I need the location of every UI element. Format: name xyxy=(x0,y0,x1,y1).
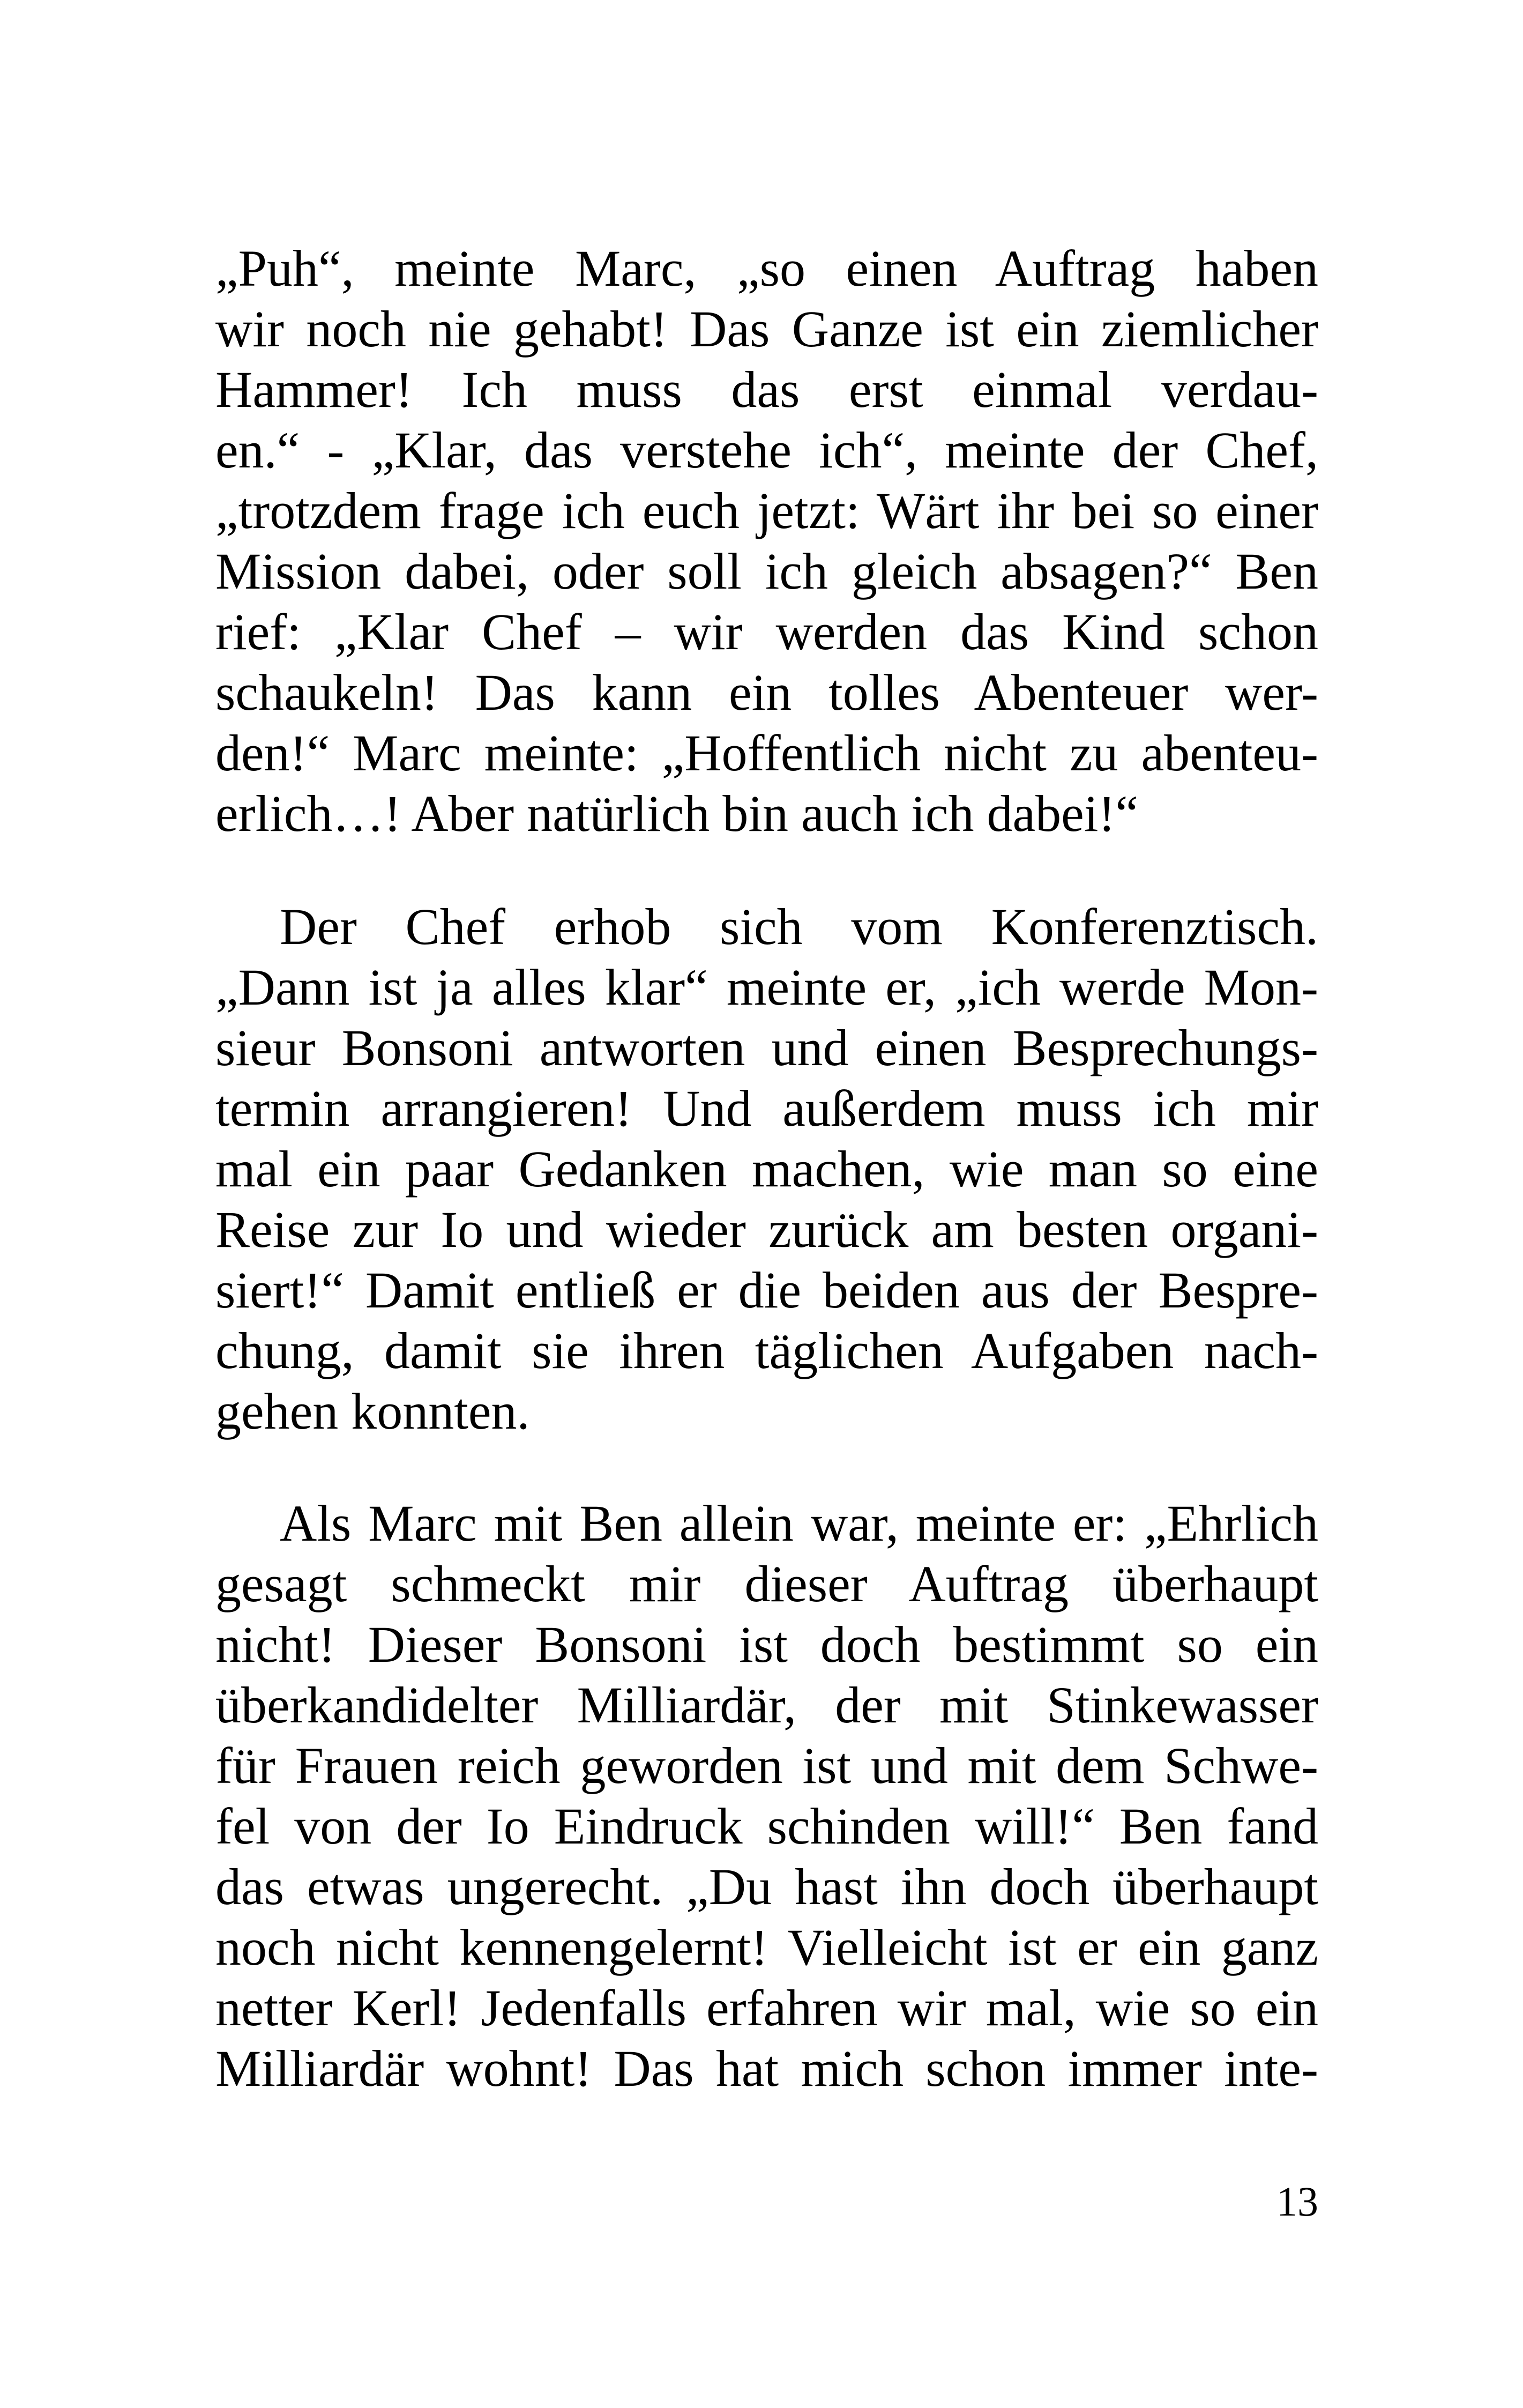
text-line: Der Chef erhob sich vom Konferenztisch. xyxy=(280,898,1318,955)
text-line: „Puh“, meinte Marc, „so einen Auftrag haben xyxy=(215,240,1318,297)
text-line: überkandidelter Milliardär, der mit Stinkewasser xyxy=(215,1676,1318,1734)
text-line: netter Kerl! Jedenfalls erfahren wir mal, wie so ein xyxy=(215,1979,1318,2037)
text-line: Mission dabei, oder soll ich gleich absagen?“ Ben xyxy=(215,542,1318,600)
text-line: chung, damit sie ihren täglichen Aufgaben nach- xyxy=(215,1322,1318,1379)
text-line: nicht! Dieser Bonsoni ist doch bestimmt so ein xyxy=(215,1616,1318,1673)
text-line: gesagt schmeckt mir dieser Auftrag überhaupt xyxy=(215,1555,1318,1612)
text-line: Milliardär wohnt! Das hat mich schon immer inte- xyxy=(215,2040,1318,2097)
text-line: Reise zur Io und wieder zurück am besten organi- xyxy=(215,1201,1318,1258)
text-line: sieur Bonsoni antworten und einen Besprechungs- xyxy=(215,1019,1318,1076)
text-line: wir noch nie gehabt! Das Ganze ist ein ziemlicher xyxy=(215,300,1318,358)
text-line: das etwas ungerecht. „Du hast ihn doch überhaupt xyxy=(215,1858,1318,1915)
text-line: siert!“ Damit entließ er die beiden aus der Bespre- xyxy=(215,1261,1318,1319)
text-line: noch nicht kennengelernt! Vielleicht ist er ein ganz xyxy=(215,1919,1318,1976)
text-line: termin arrangieren! Und außerdem muss ich mir xyxy=(215,1080,1318,1137)
text-line: Hammer! Ich muss das erst einmal verdau- xyxy=(215,361,1318,418)
text-line: schaukeln! Das kann ein tolles Abenteuer wer- xyxy=(215,664,1318,721)
paragraph-3 xyxy=(215,1493,1318,2099)
text-line: en.“ - „Klar, das verstehe ich“, meinte der Chef, xyxy=(215,421,1318,479)
text-line: gehen konnten. xyxy=(215,1383,530,1440)
text-line: mal ein paar Gedanken machen, wie man so eine xyxy=(215,1140,1318,1198)
text-line: erlich…! Aber natürlich bin auch ich dabei!“ xyxy=(215,785,1138,842)
text-line: „Dann ist ja alles klar“ meinte er, „ich werde Mon- xyxy=(215,958,1318,1016)
text-line: rief: „Klar Chef – wir werden das Kind schon xyxy=(215,603,1318,660)
text-line: für Frauen reich geworden ist und mit dem Schwe- xyxy=(215,1737,1318,1794)
page-number: 13 xyxy=(1276,2178,1318,2225)
text-line: den!“ Marc meinte: „Hoffentlich nicht zu abenteu- xyxy=(215,724,1318,782)
text-line: fel von der Io Eindruck schinden will!“ Ben fand xyxy=(215,1797,1318,1855)
paragraph-2 xyxy=(215,896,1318,1441)
text-line: „trotzdem frage ich euch jetzt: Wärt ihr bei so einer xyxy=(215,482,1318,539)
paragraph-1 xyxy=(215,238,1318,844)
text-line: Als Marc mit Ben allein war, meinte er: „Ehrlich xyxy=(280,1495,1318,1552)
